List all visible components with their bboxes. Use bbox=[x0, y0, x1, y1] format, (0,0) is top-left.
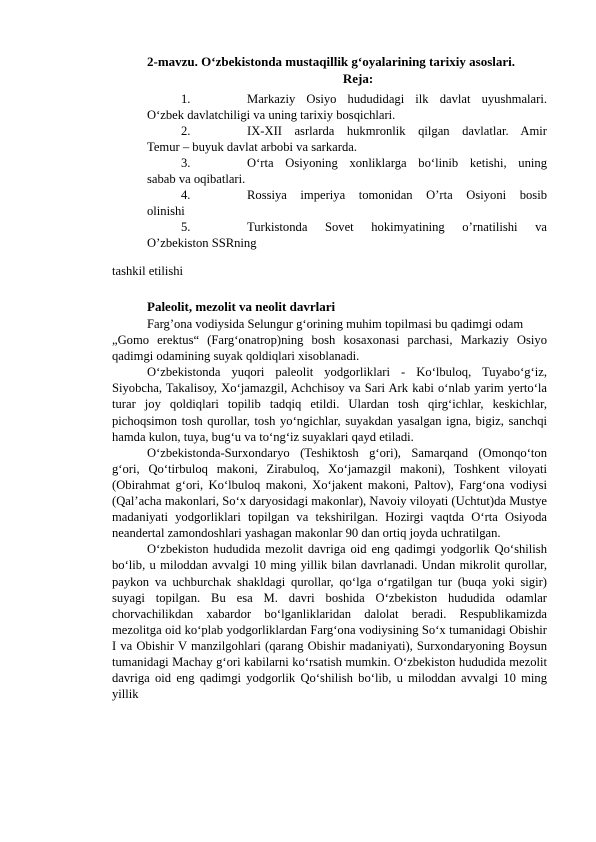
plan-item bbox=[147, 219, 547, 251]
lecture-title: 2-mavzu. O‘zbekistonda mustaqillik g‘oyalarining tarixiy asoslari. bbox=[147, 54, 515, 69]
plan-item-continuation: Temur – buyuk davlat arbobi va sarkarda. bbox=[147, 140, 357, 154]
paragraph: O‘zbekistonda-Surxondaryo (Teshiktosh g‘ori), Samarqand (Omonqo‘ton g‘ori, Qo‘tirbuloq makoni, Zirabuloq, Xo‘jamazgil makoni), Toshkent viloyati (Obirahmat g‘ori, Ko‘lbuloq makoni, Xo‘jakent makoni, Paltov), Farg‘ona vodiysi (Qal’acha makonlari, So‘x daryosidagi makonlar), Navoiy viloyati (Uchtut)da Mustye madaniyati yodgorliklari topilgan va tekshirilgan. Hozirgi vaqtda O‘rta Osiyoda neandertal zamondoshlari yashagan makonlar 90 dan ortiq joyda uchratilgan. bbox=[112, 445, 547, 541]
intro-paragraph: „Gomo erektus“ (Farg‘onatrop)ning bosh kosaxonasi parchasi, Markaziy Osiyo qadimgi odamining suyak qoldiqlari xisoblanadi. bbox=[112, 333, 547, 364]
paragraph: O‘zbekiston hududida mezolit davriga oid eng qadimgi yodgorlik Qo‘shilish bo‘lib, u miloddan avvalgi 10 ming yillik bilan davrlanadi. Undan mikrolit qurollar, paykon va uchburchak shakldagi qurollar, qo‘lga o‘rgatilgan tur (buqa yoki sigir) suyagi topilgan. Bu esa M. davri boshida O‘zbekiston hududida odamlar chorvachilikdan xabardor bo‘lganliklaridan dalolat beradi. Respublikamizda mezolitga oid ko‘plab yodgorliklardan Farg‘ona vodiysining So‘x tumanidagi Obishir I va Obishir V manzilgohlari (qarang Obishir madaniyati), Surxondaryoning Boysun tumanidagi Machay g‘ori kabilarni ko‘rsatish mumkin. O‘zbekiston hududida mezolit davriga oid eng qadimgi yodgorlik Qo‘shilish bo‘lib, u miloddan avvalgi 10 ming yillik bbox=[112, 542, 547, 702]
plan-item-text: IX-XII asrlarda hukmronlik qilgan davlatlar. Amir bbox=[247, 124, 547, 138]
plan-label: Reja: bbox=[342, 71, 374, 86]
plan-item-text: O‘rta Osiyoning xonliklarga bo‘linib ketishi, uning bbox=[247, 156, 547, 170]
section-title: Paleolit, mezolit va neolit davrlari bbox=[147, 299, 336, 314]
plan-item bbox=[147, 187, 547, 219]
plan-item-text: Rossiya imperiya tomonidan O’rta Osiyoni bosib bbox=[247, 188, 547, 202]
plan-item-continuation: O‘zbek davlatchiligi va uning tarixiy bosqichlari. bbox=[147, 108, 396, 122]
plan-item-continuation: O’zbekiston SSRning bbox=[147, 236, 257, 250]
plan-item bbox=[147, 155, 547, 187]
plan-item bbox=[147, 123, 547, 155]
plan-item-text: Turkistonda Sovet hokimyatining o’rnatilishi va bbox=[247, 220, 547, 234]
plan-item-number: 5. bbox=[181, 220, 191, 234]
plan-item-continuation: olinishi bbox=[147, 204, 185, 218]
plan-item-text: Markaziy Osiyo hududidagi ilk davlat uyushmalari. bbox=[247, 92, 547, 106]
plan-item-continuation: sabab va oqibatlari. bbox=[147, 172, 246, 186]
plan-item-number: 2. bbox=[181, 124, 191, 138]
plan-item-number: 3. bbox=[181, 156, 191, 170]
plan-list bbox=[147, 91, 547, 251]
plan-item bbox=[147, 91, 547, 123]
plan-item-number: 4. bbox=[181, 188, 191, 202]
plan-item-number: 1. bbox=[181, 92, 191, 106]
paragraph: O‘zbekistonda yuqori paleolit yodgorliklari - Ko‘lbuloq, Tuyabo‘g‘iz, Siyobcha, Takalisoy, Xo‘jamazgil, Achchisoy va Sari Ark kabi o‘nlab yarim yerto‘la turar joy qoldiqlari topilib tadqiq etildi. Ulardan tosh qirg‘ichlar, keskichlar, pichoqsimon tosh qurollar, tosh yo‘ngichlar, suyakdan yasalgan igna, bigiz, sanchqi hamda kulon, tuya, bug‘u va to‘ng‘iz suyaklari qayd etiladi. bbox=[112, 365, 547, 444]
plan-tail: tashkil etilishi bbox=[112, 264, 184, 278]
body-text bbox=[112, 316, 547, 702]
intro-first-line: Farg’ona vodiysida Selungur g‘orining muhim topilmasi bu qadimgi odam bbox=[147, 317, 524, 331]
